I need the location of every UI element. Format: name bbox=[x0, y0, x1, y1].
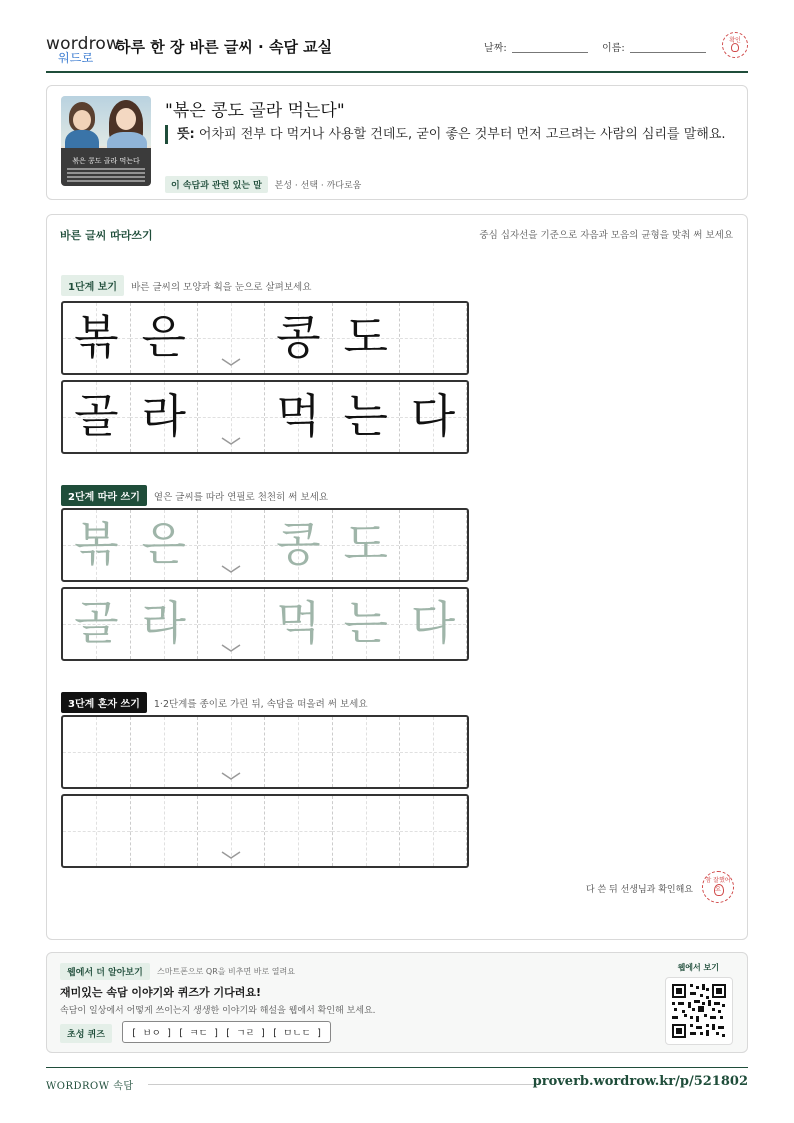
writing-cell bbox=[63, 303, 131, 373]
writing-cell[interactable] bbox=[265, 717, 333, 787]
logo-wordmark: wordrow bbox=[46, 34, 121, 54]
writing-cell[interactable] bbox=[63, 717, 131, 787]
web-subtext: 속담이 일상에서 어떻게 쓰이는지 생생한 이야기와 해설을 웹에서 확인해 보세요. bbox=[60, 1006, 376, 1016]
writing-cell bbox=[332, 382, 400, 452]
writing-cell bbox=[332, 303, 400, 373]
writing-cell bbox=[63, 382, 131, 452]
step1-tag: 1단계 보기 bbox=[61, 275, 124, 296]
writing-cell[interactable] bbox=[400, 589, 468, 659]
footer-divider bbox=[148, 1084, 538, 1085]
check-stamp bbox=[722, 32, 748, 58]
writing-cell[interactable] bbox=[400, 796, 468, 866]
page-footer bbox=[46, 1067, 748, 1097]
practice-hint: 중심 십자선을 기준으로 자음과 모음의 균형을 맞춰 써 보세요 bbox=[479, 230, 733, 241]
proverb-title: "볶은 콩도 골라 먹는다" bbox=[165, 101, 345, 121]
writing-character: 라 bbox=[141, 389, 186, 443]
writing-cell[interactable] bbox=[63, 510, 131, 580]
related-list: 본성 · 선택 · 까다로움 bbox=[274, 181, 362, 191]
writing-character: 는 bbox=[343, 389, 388, 443]
good-job-stamp-text: 참 잘했어요 bbox=[705, 877, 731, 893]
qr-label: 웹에서 보기 bbox=[677, 963, 719, 972]
qr-code-graphic bbox=[672, 984, 726, 1038]
step3-header bbox=[61, 692, 368, 713]
writing-character: 다 bbox=[410, 596, 456, 650]
writing-cell bbox=[265, 382, 333, 452]
writing-character: 는 bbox=[343, 596, 388, 650]
step1-row-2 bbox=[61, 380, 469, 454]
related-words bbox=[165, 176, 361, 193]
date-field[interactable] bbox=[512, 52, 588, 53]
space-chevron-icon bbox=[221, 357, 241, 367]
writing-cell[interactable] bbox=[63, 589, 131, 659]
step2-header bbox=[61, 485, 328, 506]
web-badge: 웹에서 더 알아보기 bbox=[60, 963, 150, 980]
step3-row-1[interactable] bbox=[61, 715, 469, 789]
writing-character: 골 bbox=[74, 389, 119, 443]
date-label: 날짜: bbox=[484, 43, 507, 54]
step3-row-2[interactable] bbox=[61, 794, 469, 868]
writing-cell bbox=[265, 303, 333, 373]
good-job-stamp bbox=[702, 871, 734, 903]
check-stamp-text: 확인 bbox=[729, 37, 741, 44]
writing-character: 도 bbox=[343, 517, 388, 571]
wordrow-logo bbox=[46, 34, 121, 65]
writing-cell[interactable] bbox=[400, 717, 468, 787]
logo-korean: 워드로 bbox=[58, 51, 94, 65]
writing-cell[interactable] bbox=[130, 796, 198, 866]
quiz-label: 초성 퀴즈 bbox=[60, 1024, 112, 1043]
meaning-text: 어차피 전부 다 먹거나 사용할 건데도, 굳이 좋은 것부터 먼저 고르려는 사람의 심리를 말해요. bbox=[198, 127, 726, 142]
space-chevron-icon bbox=[221, 850, 241, 860]
writing-character: 콩 bbox=[276, 310, 321, 364]
web-hint: 스마트폰으로 QR을 비추면 바로 열려요 bbox=[157, 967, 295, 976]
writing-cell[interactable] bbox=[130, 717, 198, 787]
web-headline: 재미있는 속담 이야기와 퀴즈가 기다려요! bbox=[60, 986, 261, 999]
writing-cell bbox=[400, 382, 468, 452]
step1-desc: 바른 글씨의 모양과 획을 눈으로 살펴보세요 bbox=[131, 281, 312, 293]
step3-desc: 1·2단계를 종이로 가린 뒤, 속담을 떠올려 써 보세요 bbox=[153, 698, 368, 710]
writing-character: 먹 bbox=[276, 389, 321, 443]
illustration-caption: 볶은 콩도 골라 먹는다 bbox=[72, 157, 140, 165]
writing-cell[interactable] bbox=[130, 589, 198, 659]
meaning-label: 뜻: bbox=[177, 127, 195, 142]
related-label: 이 속담과 관련 있는 말 bbox=[165, 176, 268, 193]
writing-cell[interactable] bbox=[265, 589, 333, 659]
space-chevron-icon bbox=[221, 436, 241, 446]
step3-tag: 3단계 혼자 쓰기 bbox=[61, 692, 147, 713]
name-label: 이름: bbox=[602, 43, 625, 54]
writing-cell[interactable] bbox=[130, 510, 198, 580]
step2-desc: 옅은 글씨를 따라 연필로 천천히 써 보세요 bbox=[153, 491, 329, 503]
page-header bbox=[46, 28, 748, 73]
proverb-meaning bbox=[165, 125, 735, 144]
qr-code-icon[interactable] bbox=[665, 977, 733, 1045]
writing-cell[interactable] bbox=[265, 510, 333, 580]
writing-cell[interactable] bbox=[332, 717, 400, 787]
thumbs-up-icon bbox=[714, 884, 724, 896]
space-chevron-icon bbox=[221, 564, 241, 574]
name-field[interactable] bbox=[630, 52, 706, 53]
writing-character: 골 bbox=[74, 596, 119, 650]
writing-character: 먹 bbox=[276, 596, 321, 650]
writing-character: 볶 bbox=[74, 517, 119, 571]
footer-url[interactable]: proverb.wordrow.kr/p/521802 bbox=[532, 1074, 748, 1089]
writing-cell[interactable] bbox=[332, 796, 400, 866]
step2-tag: 2단계 따라 쓰기 bbox=[61, 485, 147, 506]
practice-section bbox=[46, 214, 748, 940]
chosung-quiz: [ ㅂㅇ ] [ ㅋㄷ ] [ ㄱㄹ ] [ ㅁㄴㄷ ] bbox=[122, 1021, 331, 1043]
writing-character: 라 bbox=[141, 596, 186, 650]
writing-cell[interactable] bbox=[265, 796, 333, 866]
step1-row-1 bbox=[61, 301, 469, 375]
thumbs-up-icon bbox=[731, 43, 739, 52]
writing-cell[interactable] bbox=[332, 510, 400, 580]
writing-character: 은 bbox=[141, 517, 186, 571]
writing-cell[interactable] bbox=[332, 589, 400, 659]
proverb-illustration bbox=[61, 96, 151, 186]
writing-cell[interactable] bbox=[63, 796, 131, 866]
writing-character: 도 bbox=[343, 310, 388, 364]
writing-cell bbox=[130, 382, 198, 452]
practice-title: 바른 글씨 따라쓰기 bbox=[60, 229, 153, 242]
space-chevron-icon bbox=[221, 771, 241, 781]
step1-header bbox=[61, 275, 311, 296]
writing-cell[interactable] bbox=[400, 510, 468, 580]
web-promo-box bbox=[46, 952, 748, 1053]
footer-brand: WORDROW 속담 bbox=[46, 1081, 134, 1092]
step2-row-1[interactable] bbox=[61, 508, 469, 582]
writing-cell bbox=[400, 303, 468, 373]
page-title: 하루 한 장 바른 글씨 · 속담 교실 bbox=[116, 38, 333, 56]
writing-character: 다 bbox=[410, 389, 456, 443]
writing-character: 콩 bbox=[276, 517, 321, 571]
writing-character: 볶 bbox=[74, 310, 119, 364]
writing-cell bbox=[130, 303, 198, 373]
writing-character: 은 bbox=[141, 310, 186, 364]
teacher-check-note: 다 쓴 뒤 선생님과 확인해요 bbox=[585, 885, 693, 895]
step2-row-2[interactable] bbox=[61, 587, 469, 661]
proverb-card bbox=[46, 85, 748, 200]
space-chevron-icon bbox=[221, 643, 241, 653]
